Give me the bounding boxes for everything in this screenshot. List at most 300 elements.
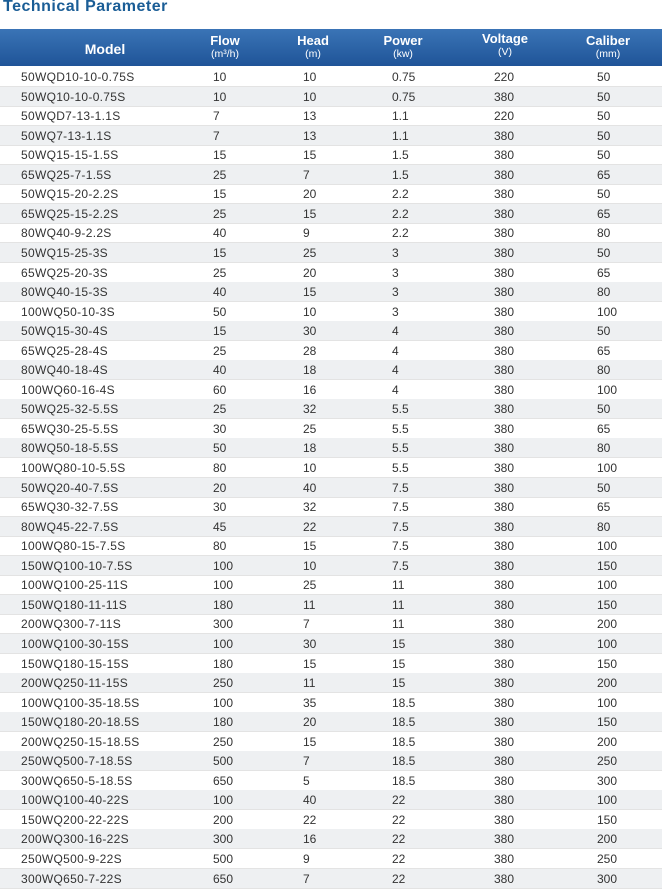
model-cell: 80WQ50-18-5.5S: [21, 441, 119, 456]
table-row: [0, 145, 662, 165]
table-row: [0, 321, 662, 341]
flow-cell: 15: [213, 187, 227, 202]
model-cell: 250WQ500-7-18.5S: [21, 754, 133, 769]
caliber-cell: 65: [597, 265, 611, 280]
model-cell: 80WQ40-18-4S: [21, 363, 108, 378]
caliber-cell: 250: [597, 852, 618, 866]
table-row: [0, 771, 662, 791]
power-cell: 4: [392, 382, 399, 397]
head-cell: 10: [303, 89, 317, 104]
header-voltage-unit: (V): [498, 46, 512, 58]
voltage-cell: 380: [494, 148, 515, 163]
power-cell: 2.2: [392, 226, 409, 241]
power-cell: 18.5: [392, 695, 416, 710]
head-cell: 40: [303, 793, 317, 808]
model-cell: 50WQD10-10-0.75S: [21, 70, 135, 84]
power-cell: 22: [392, 871, 406, 886]
caliber-cell: 80: [597, 226, 611, 241]
voltage-cell: 380: [494, 754, 515, 769]
model-cell: 65WQ30-32-7.5S: [21, 500, 119, 515]
table-row: [0, 869, 662, 889]
power-cell: 1.5: [392, 167, 409, 182]
flow-cell: 25: [213, 206, 227, 221]
caliber-cell: 200: [597, 832, 618, 847]
head-cell: 22: [303, 812, 317, 827]
table-row: [0, 575, 662, 595]
header-head-label: Head: [297, 33, 329, 48]
power-cell: 22: [392, 793, 406, 808]
power-cell: 3: [392, 245, 399, 260]
table-row: [0, 517, 662, 537]
flow-cell: 100: [213, 636, 234, 651]
caliber-cell: 100: [597, 793, 618, 808]
flow-cell: 10: [213, 70, 227, 84]
voltage-cell: 380: [494, 324, 515, 339]
table-row: [0, 360, 662, 380]
head-cell: 25: [303, 421, 317, 436]
power-cell: 11: [392, 597, 405, 612]
head-cell: 32: [303, 500, 317, 515]
flow-cell: 650: [213, 871, 234, 886]
model-cell: 50WQ15-20-2.2S: [21, 187, 119, 202]
power-cell: 18.5: [392, 773, 416, 788]
table-row: [0, 399, 662, 419]
flow-cell: 180: [213, 656, 234, 671]
model-cell: 65WQ25-28-4S: [21, 343, 108, 358]
head-cell: 30: [303, 324, 317, 339]
table-row: [0, 810, 662, 830]
table-row: [0, 634, 662, 654]
model-cell: 250WQ500-9-22S: [21, 852, 122, 866]
power-cell: 15: [392, 676, 406, 691]
head-cell: 40: [303, 480, 317, 495]
voltage-cell: 220: [494, 109, 515, 124]
head-cell: 11: [303, 597, 316, 612]
voltage-cell: 380: [494, 343, 515, 358]
power-cell: 7.5: [392, 500, 409, 515]
flow-cell: 15: [213, 148, 227, 163]
flow-cell: 80: [213, 461, 227, 475]
table-row: [0, 614, 662, 634]
caliber-cell: 50: [597, 70, 611, 84]
power-cell: 7.5: [392, 558, 409, 573]
head-cell: 9: [303, 226, 310, 241]
model-cell: 150WQ200-22-22S: [21, 812, 129, 827]
flow-cell: 25: [213, 265, 227, 280]
model-cell: 80WQ40-9-2.2S: [21, 226, 112, 241]
head-cell: 10: [303, 461, 317, 475]
caliber-cell: 100: [597, 539, 618, 554]
power-cell: 3: [392, 285, 399, 300]
model-cell: 65WQ25-15-2.2S: [21, 206, 119, 221]
power-cell: 18.5: [392, 715, 416, 730]
flow-cell: 40: [213, 226, 227, 241]
caliber-cell: 80: [597, 285, 611, 300]
header-head-unit: (m): [305, 48, 321, 60]
table-row: [0, 458, 662, 478]
voltage-cell: 380: [494, 773, 515, 788]
model-cell: 65WQ25-20-3S: [21, 265, 108, 280]
header-flow-label: Flow: [210, 33, 240, 48]
power-cell: 22: [392, 852, 406, 866]
power-cell: 1.1: [392, 109, 409, 124]
voltage-cell: 380: [494, 656, 515, 671]
head-cell: 10: [303, 558, 317, 573]
table-row: [0, 497, 662, 517]
table-row: [0, 751, 662, 771]
voltage-cell: 380: [494, 558, 515, 573]
table-row: [0, 712, 662, 732]
voltage-cell: 380: [494, 578, 515, 593]
head-cell: 7: [303, 754, 310, 769]
table-row: [0, 341, 662, 361]
table-row: [0, 302, 662, 322]
power-cell: 7.5: [392, 539, 409, 554]
table-row: [0, 165, 662, 185]
power-cell: 1.5: [392, 148, 409, 163]
flow-cell: 50: [213, 441, 227, 456]
table-row: [0, 184, 662, 204]
head-cell: 22: [303, 519, 317, 534]
voltage-cell: 380: [494, 382, 515, 397]
model-cell: 65WQ30-25-5.5S: [21, 421, 119, 436]
voltage-cell: 380: [494, 245, 515, 260]
head-cell: 13: [303, 128, 317, 143]
model-cell: 150WQ180-15-15S: [21, 656, 129, 671]
power-cell: 4: [392, 363, 399, 378]
header-caliber-label: Caliber: [585, 33, 631, 48]
table-row: [0, 438, 662, 458]
flow-cell: 60: [213, 382, 227, 397]
voltage-cell: 380: [494, 167, 515, 182]
caliber-cell: 65: [597, 167, 611, 182]
power-cell: 3: [392, 304, 399, 319]
head-cell: 16: [303, 832, 317, 847]
head-cell: 10: [303, 304, 317, 319]
voltage-cell: 380: [494, 421, 515, 436]
flow-cell: 250: [213, 734, 234, 749]
power-cell: 11: [392, 578, 405, 593]
voltage-cell: 380: [494, 461, 515, 475]
model-cell: 50WQD7-13-1.1S: [21, 109, 121, 124]
voltage-cell: 380: [494, 617, 515, 632]
flow-cell: 500: [213, 852, 234, 866]
head-cell: 18: [303, 441, 317, 456]
header-model: [0, 29, 210, 66]
power-cell: 15: [392, 636, 406, 651]
flow-cell: 10: [213, 89, 227, 104]
header-power-label: Power: [383, 33, 423, 48]
header-voltage: [465, 29, 545, 69]
voltage-cell: 380: [494, 480, 515, 495]
table-row: [0, 829, 662, 849]
flow-cell: 40: [213, 285, 227, 300]
model-cell: 50WQ15-30-4S: [21, 324, 108, 339]
model-cell: 300WQ650-5-18.5S: [21, 773, 133, 788]
model-cell: 300WQ650-7-22S: [21, 871, 122, 886]
table-row: [0, 243, 662, 263]
power-cell: 22: [392, 832, 406, 847]
caliber-cell: 300: [597, 773, 618, 788]
head-cell: 28: [303, 343, 317, 358]
voltage-cell: 380: [494, 812, 515, 827]
caliber-cell: 65: [597, 421, 611, 436]
table-row: [0, 654, 662, 674]
head-cell: 35: [303, 695, 317, 710]
model-cell: 80WQ40-15-3S: [21, 285, 108, 300]
header-caliber-unit: (mm): [595, 48, 621, 60]
table-row: [0, 478, 662, 498]
table-row: [0, 790, 662, 810]
power-cell: 3: [392, 265, 399, 280]
page-title: Technical Parameter: [3, 0, 168, 15]
power-cell: 7.5: [392, 480, 409, 495]
model-cell: 200WQ300-7-11S: [21, 617, 122, 632]
caliber-cell: 100: [597, 304, 618, 319]
caliber-cell: 50: [597, 148, 611, 163]
model-cell: 50WQ15-25-3S: [21, 245, 108, 260]
power-cell: 2.2: [392, 206, 409, 221]
header-flow: [185, 29, 265, 71]
model-cell: 100WQ100-30-15S: [21, 636, 129, 651]
flow-cell: 15: [213, 324, 227, 339]
head-cell: 7: [303, 617, 310, 632]
caliber-cell: 50: [597, 324, 611, 339]
caliber-cell: 100: [597, 636, 618, 651]
power-cell: 2.2: [392, 187, 409, 202]
model-cell: 100WQ50-10-3S: [21, 304, 115, 319]
head-cell: 15: [303, 148, 317, 163]
power-cell: 22: [392, 812, 406, 827]
caliber-cell: 250: [597, 754, 618, 769]
voltage-cell: 380: [494, 793, 515, 808]
head-cell: 9: [303, 852, 310, 866]
head-cell: 32: [303, 402, 317, 417]
caliber-cell: 80: [597, 519, 611, 534]
caliber-cell: 150: [597, 656, 618, 671]
head-cell: 30: [303, 636, 317, 651]
caliber-cell: 80: [597, 363, 611, 378]
voltage-cell: 380: [494, 441, 515, 456]
head-cell: 11: [303, 676, 316, 691]
flow-cell: 100: [213, 695, 234, 710]
voltage-cell: 380: [494, 285, 515, 300]
model-cell: 100WQ60-16-4S: [21, 382, 115, 397]
head-cell: 16: [303, 382, 317, 397]
flow-cell: 25: [213, 167, 227, 182]
flow-cell: 300: [213, 617, 234, 632]
power-cell: 1.1: [392, 128, 409, 143]
caliber-cell: 50: [597, 128, 611, 143]
flow-cell: 180: [213, 715, 234, 730]
caliber-cell: 200: [597, 734, 618, 749]
table-row: [0, 693, 662, 713]
head-cell: 5: [303, 773, 310, 788]
caliber-cell: 65: [597, 206, 611, 221]
model-cell: 100WQ100-40-22S: [21, 793, 129, 808]
flow-cell: 25: [213, 402, 227, 417]
caliber-cell: 50: [597, 109, 611, 124]
voltage-cell: 380: [494, 519, 515, 534]
table-row: [0, 223, 662, 243]
model-cell: 50WQ7-13-1.1S: [21, 128, 112, 143]
flow-cell: 30: [213, 421, 227, 436]
voltage-cell: 380: [494, 695, 515, 710]
head-cell: 20: [303, 715, 317, 730]
model-cell: 50WQ15-15-1.5S: [21, 148, 119, 163]
head-cell: 25: [303, 578, 317, 593]
caliber-cell: 50: [597, 480, 611, 495]
flow-cell: 50: [213, 304, 227, 319]
head-cell: 15: [303, 206, 317, 221]
power-cell: 5.5: [392, 402, 409, 417]
voltage-cell: 380: [494, 636, 515, 651]
table-header: [0, 29, 662, 66]
caliber-cell: 50: [597, 187, 611, 202]
head-cell: 15: [303, 656, 317, 671]
voltage-cell: 380: [494, 363, 515, 378]
head-cell: 25: [303, 245, 317, 260]
header-power: [363, 29, 443, 71]
voltage-cell: 380: [494, 304, 515, 319]
flow-cell: 180: [213, 597, 234, 612]
table-row: [0, 732, 662, 752]
model-cell: 150WQ100-10-7.5S: [21, 558, 133, 573]
table-row: [0, 673, 662, 693]
caliber-cell: 200: [597, 617, 618, 632]
voltage-cell: 380: [494, 500, 515, 515]
voltage-cell: 380: [494, 676, 515, 691]
model-cell: 50WQ25-32-5.5S: [21, 402, 119, 417]
table-row: [0, 87, 662, 107]
power-cell: 18.5: [392, 754, 416, 769]
power-cell: 0.75: [392, 89, 416, 104]
flow-cell: 45: [213, 519, 227, 534]
header-head: [273, 29, 353, 71]
head-cell: 15: [303, 285, 317, 300]
flow-cell: 7: [213, 128, 220, 143]
voltage-cell: 380: [494, 206, 515, 221]
caliber-cell: 150: [597, 812, 618, 827]
model-cell: 100WQ100-25-11S: [21, 578, 129, 593]
voltage-cell: 380: [494, 832, 515, 847]
caliber-cell: 300: [597, 871, 618, 886]
flow-cell: 7: [213, 109, 220, 124]
head-cell: 7: [303, 167, 310, 182]
voltage-cell: 380: [494, 187, 515, 202]
model-cell: 100WQ80-15-7.5S: [21, 539, 126, 554]
flow-cell: 40: [213, 363, 227, 378]
caliber-cell: 150: [597, 715, 618, 730]
caliber-cell: 100: [597, 382, 618, 397]
power-cell: 5.5: [392, 421, 409, 436]
model-cell: 50WQ20-40-7.5S: [21, 480, 119, 495]
caliber-cell: 100: [597, 695, 618, 710]
power-cell: 4: [392, 343, 399, 358]
model-cell: 200WQ250-15-18.5S: [21, 734, 140, 749]
head-cell: 13: [303, 109, 317, 124]
model-cell: 150WQ180-20-18.5S: [21, 715, 140, 730]
header-model-label: Model: [84, 41, 126, 57]
voltage-cell: 380: [494, 226, 515, 241]
flow-cell: 25: [213, 343, 227, 358]
voltage-cell: 380: [494, 597, 515, 612]
voltage-cell: 380: [494, 539, 515, 554]
voltage-cell: 380: [494, 871, 515, 886]
caliber-cell: 150: [597, 597, 618, 612]
voltage-cell: 380: [494, 715, 515, 730]
model-cell: 100WQ80-10-5.5S: [21, 461, 126, 475]
header-power-unit: (kw): [393, 48, 413, 60]
model-cell: 100WQ100-35-18.5S: [21, 695, 140, 710]
head-cell: 20: [303, 265, 317, 280]
flow-cell: 200: [213, 812, 234, 827]
model-cell: 200WQ300-16-22S: [21, 832, 129, 847]
power-cell: 5.5: [392, 441, 409, 456]
voltage-cell: 380: [494, 852, 515, 866]
flow-cell: 500: [213, 754, 234, 769]
voltage-cell: 380: [494, 734, 515, 749]
flow-cell: 100: [213, 793, 234, 808]
caliber-cell: 65: [597, 343, 611, 358]
power-cell: 15: [392, 656, 406, 671]
voltage-cell: 380: [494, 402, 515, 417]
flow-cell: 15: [213, 245, 227, 260]
power-cell: 18.5: [392, 734, 416, 749]
header-voltage-label: Voltage: [482, 31, 528, 46]
voltage-cell: 380: [494, 265, 515, 280]
caliber-cell: 100: [597, 461, 618, 475]
power-cell: 5.5: [392, 461, 409, 475]
head-cell: 15: [303, 734, 317, 749]
caliber-cell: 80: [597, 441, 611, 456]
table-row: [0, 263, 662, 283]
power-cell: 11: [392, 617, 405, 632]
model-cell: 150WQ180-11-11S: [21, 597, 128, 612]
power-cell: 7.5: [392, 519, 409, 534]
table-row: [0, 106, 662, 126]
voltage-cell: 380: [494, 89, 515, 104]
flow-cell: 300: [213, 832, 234, 847]
caliber-cell: 50: [597, 89, 611, 104]
model-cell: 200WQ250-11-15S: [21, 676, 129, 691]
table-row: [0, 849, 662, 869]
flow-cell: 80: [213, 539, 227, 554]
head-cell: 18: [303, 363, 317, 378]
flow-cell: 100: [213, 558, 234, 573]
caliber-cell: 200: [597, 676, 618, 691]
caliber-cell: 50: [597, 245, 611, 260]
table-row: [0, 204, 662, 224]
caliber-cell: 100: [597, 578, 618, 593]
caliber-cell: 150: [597, 558, 618, 573]
table-row: [0, 536, 662, 556]
power-cell: 0.75: [392, 70, 416, 84]
table-row: [0, 595, 662, 615]
voltage-cell: 220: [494, 70, 515, 84]
flow-cell: 250: [213, 676, 234, 691]
flow-cell: 650: [213, 773, 234, 788]
table-row: [0, 126, 662, 146]
table-row: [0, 556, 662, 576]
flow-cell: 30: [213, 500, 227, 515]
head-cell: 20: [303, 187, 317, 202]
head-cell: 7: [303, 871, 310, 886]
table-row: [0, 67, 662, 87]
model-cell: 65WQ25-7-1.5S: [21, 167, 112, 182]
table-row: [0, 380, 662, 400]
power-cell: 4: [392, 324, 399, 339]
